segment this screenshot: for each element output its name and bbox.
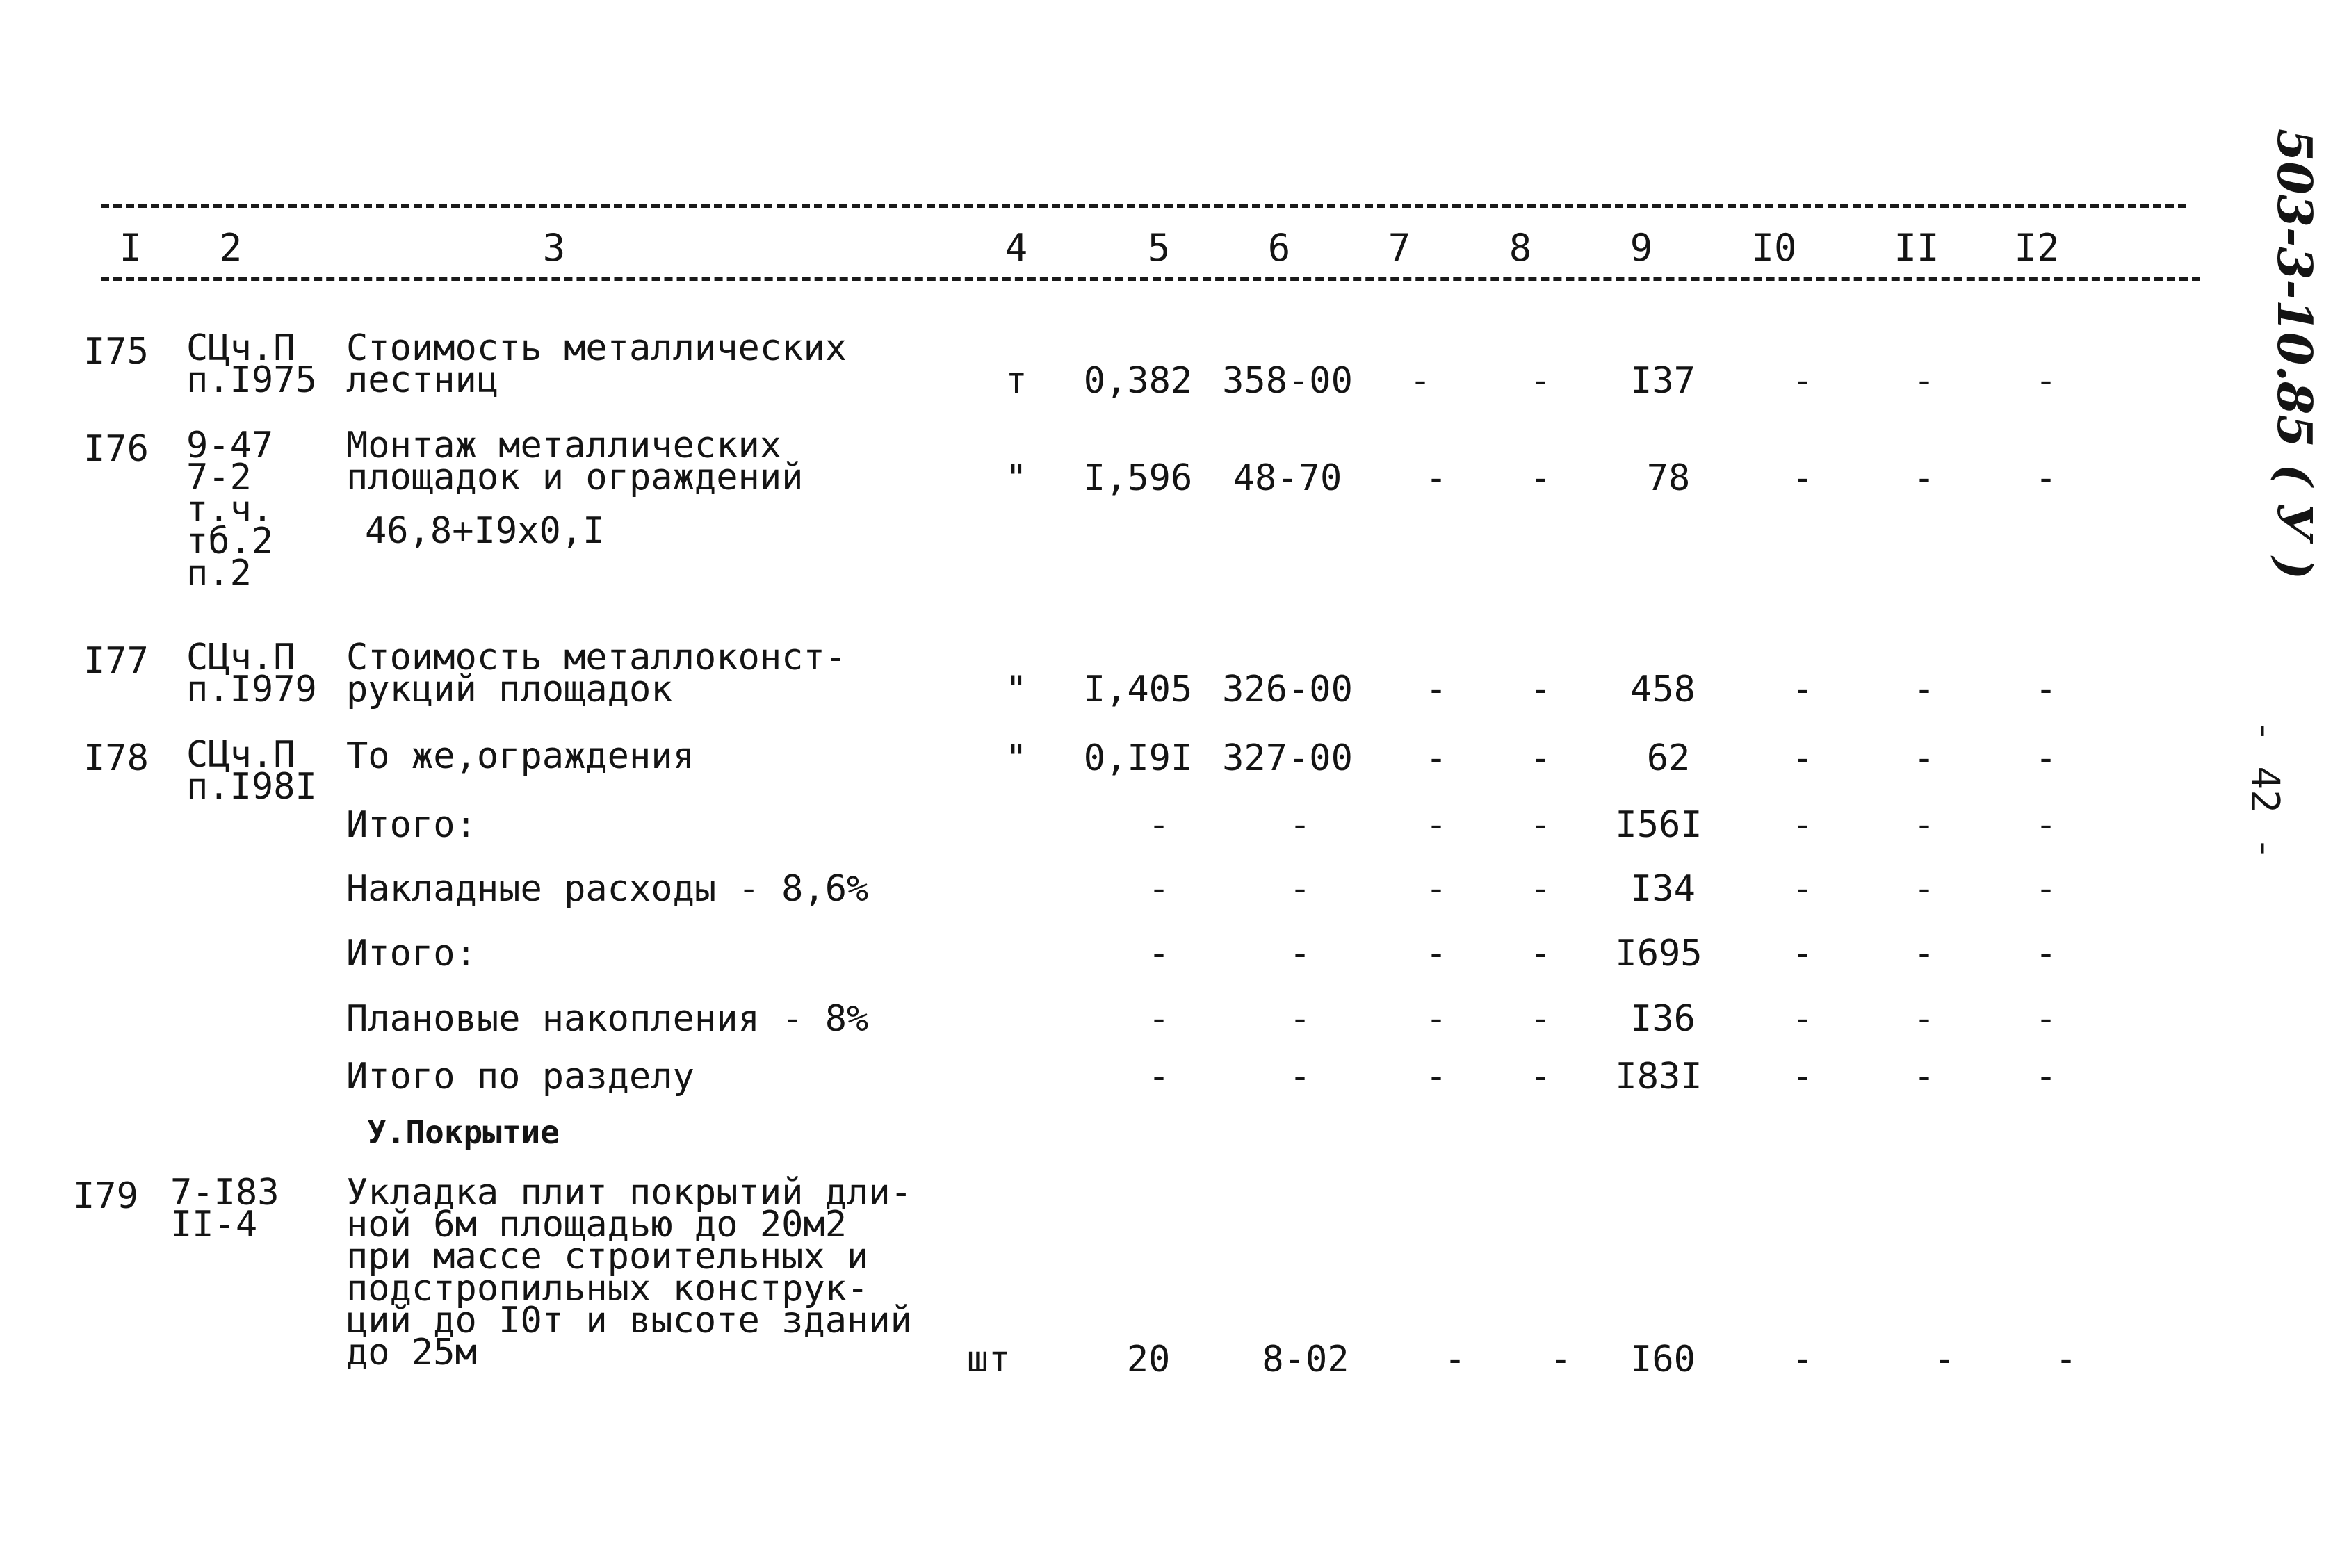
row-total: 78 bbox=[1646, 457, 1691, 499]
row-col8: - bbox=[1529, 669, 1552, 710]
row-col7: - bbox=[1425, 669, 1447, 710]
row-quantity: 20 bbox=[1126, 1339, 1171, 1380]
summary-col8: - bbox=[1529, 933, 1552, 974]
row-col12: - bbox=[2035, 360, 2057, 402]
summary-col12: - bbox=[2035, 933, 2057, 974]
row-number: I75 bbox=[83, 331, 149, 373]
row-reference: 9-47 7-2 т.ч. тб.2 п.2 bbox=[186, 425, 274, 594]
section-title: У.Покрытие bbox=[367, 1113, 560, 1151]
header-bottom-rule bbox=[101, 277, 2200, 281]
summary-col12: - bbox=[2035, 868, 2057, 910]
row-unit-price: 326-00 bbox=[1222, 669, 1353, 710]
summary-total: I56I bbox=[1615, 804, 1702, 846]
summary-label: Накладные расходы - 8,6% bbox=[346, 868, 869, 910]
summary-col10: - bbox=[1791, 998, 1814, 1040]
row-reference: СЦч.П п.I979 bbox=[186, 637, 317, 710]
summary-quantity: - bbox=[1148, 998, 1170, 1040]
summary-price: - bbox=[1289, 1056, 1311, 1097]
summary-col7: - bbox=[1425, 804, 1447, 846]
row-col10: - bbox=[1791, 360, 1814, 402]
row-col10: - bbox=[1791, 1339, 1814, 1380]
row-total: 458 bbox=[1630, 669, 1696, 710]
row-col7: - bbox=[1425, 737, 1447, 779]
summary-col7: - bbox=[1425, 1056, 1447, 1097]
row-total: 62 bbox=[1646, 737, 1691, 779]
row-col7: - bbox=[1444, 1339, 1466, 1380]
summary-quantity: - bbox=[1148, 804, 1170, 846]
summary-total: I34 bbox=[1630, 868, 1696, 910]
row-unit-price: 327-00 bbox=[1222, 737, 1353, 779]
row-col8: - bbox=[1529, 457, 1552, 499]
row-quantity: 0,382 bbox=[1083, 360, 1193, 402]
row-calculation: 46,8+I9x0,I bbox=[365, 510, 605, 552]
summary-col8: - bbox=[1529, 1056, 1552, 1097]
summary-col8: - bbox=[1529, 804, 1552, 846]
row-col10: - bbox=[1791, 737, 1814, 779]
row-col12: - bbox=[2055, 1339, 2077, 1380]
row-col8: - bbox=[1550, 1339, 1572, 1380]
row-col8: - bbox=[1529, 360, 1552, 402]
summary-price: - bbox=[1289, 804, 1311, 846]
summary-col12: - bbox=[2035, 1056, 2057, 1097]
row-unit: т bbox=[1005, 360, 1027, 402]
row-quantity: I,596 bbox=[1083, 457, 1193, 499]
column-header-1: I bbox=[119, 226, 143, 270]
row-col11: - bbox=[1913, 360, 1935, 402]
row-total: I60 bbox=[1630, 1339, 1696, 1380]
row-description: Стоимость металлоконст- рукций площадок bbox=[346, 637, 847, 710]
row-number: I77 bbox=[83, 640, 149, 682]
summary-quantity: - bbox=[1148, 1056, 1170, 1097]
row-unit-price: 48-70 bbox=[1233, 457, 1342, 499]
summary-price: - bbox=[1289, 933, 1311, 974]
summary-col7: - bbox=[1425, 868, 1447, 910]
summary-col11: - bbox=[1913, 868, 1935, 910]
summary-col11: - bbox=[1913, 998, 1935, 1040]
document-code: 503-3-10.85 bbox=[2266, 129, 2322, 448]
row-col8: - bbox=[1529, 737, 1552, 779]
summary-total: I695 bbox=[1615, 933, 1702, 974]
summary-label: Итого по разделу bbox=[346, 1056, 694, 1097]
row-number: I78 bbox=[83, 737, 149, 779]
row-reference: СЦч.П п.I98I bbox=[186, 734, 317, 808]
summary-label: Плановые накопления - 8% bbox=[346, 998, 869, 1040]
summary-total: I83I bbox=[1615, 1056, 1702, 1097]
row-unit: " bbox=[1005, 457, 1027, 499]
row-col11: - bbox=[1913, 737, 1935, 779]
row-description: Укладка плит покрытий дли- ной 6м площадью до 20м2 при массе строительных и подстропильных конструк- ций до I0т и высоте зданий до 25м bbox=[346, 1172, 912, 1373]
row-description: Стоимость металлических лестниц bbox=[346, 327, 847, 401]
row-number: I76 bbox=[83, 428, 149, 470]
summary-label: Итого: bbox=[346, 933, 477, 974]
document-code-suffix: ( У ) bbox=[2266, 464, 2322, 580]
summary-col7: - bbox=[1425, 933, 1447, 974]
row-col7: - bbox=[1409, 360, 1431, 402]
row-col11: - bbox=[1913, 669, 1935, 710]
row-unit: " bbox=[1005, 737, 1027, 779]
summary-quantity: - bbox=[1148, 868, 1170, 910]
summary-col10: - bbox=[1791, 804, 1814, 846]
row-col12: - bbox=[2035, 457, 2057, 499]
column-header-7: 7 bbox=[1388, 226, 1411, 270]
summary-price: - bbox=[1289, 998, 1311, 1040]
row-col7: - bbox=[1425, 457, 1447, 499]
summary-price: - bbox=[1289, 868, 1311, 910]
column-header-10: I0 bbox=[1751, 226, 1797, 270]
header-top-rule bbox=[101, 204, 2186, 208]
summary-col11: - bbox=[1913, 933, 1935, 974]
page-number: - 42 - bbox=[2242, 719, 2287, 860]
summary-col10: - bbox=[1791, 868, 1814, 910]
summary-col10: - bbox=[1791, 933, 1814, 974]
summary-quantity: - bbox=[1148, 933, 1170, 974]
summary-col12: - bbox=[2035, 804, 2057, 846]
column-header-8: 8 bbox=[1509, 226, 1532, 270]
column-header-9: 9 bbox=[1629, 226, 1653, 270]
row-description: Монтаж металлических площадок и ограждений bbox=[346, 425, 804, 498]
row-number: I79 bbox=[73, 1175, 138, 1217]
row-col12: - bbox=[2035, 669, 2057, 710]
summary-col7: - bbox=[1425, 998, 1447, 1040]
row-col11: - bbox=[1913, 457, 1935, 499]
column-header-2: 2 bbox=[219, 226, 243, 270]
summary-col10: - bbox=[1791, 1056, 1814, 1097]
column-header-4: 4 bbox=[1005, 226, 1028, 270]
document-code-vertical bbox=[2266, 129, 2322, 580]
row-col10: - bbox=[1791, 457, 1814, 499]
row-reference: СЦч.П п.I975 bbox=[186, 327, 317, 401]
row-reference: 7-I83 II-4 bbox=[170, 1172, 279, 1246]
row-total: I37 bbox=[1630, 360, 1696, 402]
row-quantity: I,405 bbox=[1083, 669, 1193, 710]
summary-col8: - bbox=[1529, 998, 1552, 1040]
summary-col11: - bbox=[1913, 1056, 1935, 1097]
row-unit-price: 358-00 bbox=[1222, 360, 1353, 402]
column-header-12: I2 bbox=[2014, 226, 2060, 270]
summary-total: I36 bbox=[1630, 998, 1696, 1040]
row-unit-price: 8-02 bbox=[1262, 1339, 1349, 1380]
row-quantity: 0,I9I bbox=[1083, 737, 1193, 779]
summary-label: Итого: bbox=[346, 804, 477, 846]
summary-col11: - bbox=[1913, 804, 1935, 846]
column-header-3: 3 bbox=[542, 226, 566, 270]
summary-col8: - bbox=[1529, 868, 1552, 910]
row-col12: - bbox=[2035, 737, 2057, 779]
row-description: То же,ограждения bbox=[346, 735, 694, 777]
column-header-11: II bbox=[1894, 226, 1940, 270]
row-unit: шт bbox=[966, 1339, 1011, 1380]
row-unit: " bbox=[1005, 669, 1027, 710]
row-col10: - bbox=[1791, 669, 1814, 710]
column-header-5: 5 bbox=[1147, 226, 1171, 270]
column-header-6: 6 bbox=[1267, 226, 1291, 270]
summary-col12: - bbox=[2035, 998, 2057, 1040]
row-col11: - bbox=[1933, 1339, 1956, 1380]
